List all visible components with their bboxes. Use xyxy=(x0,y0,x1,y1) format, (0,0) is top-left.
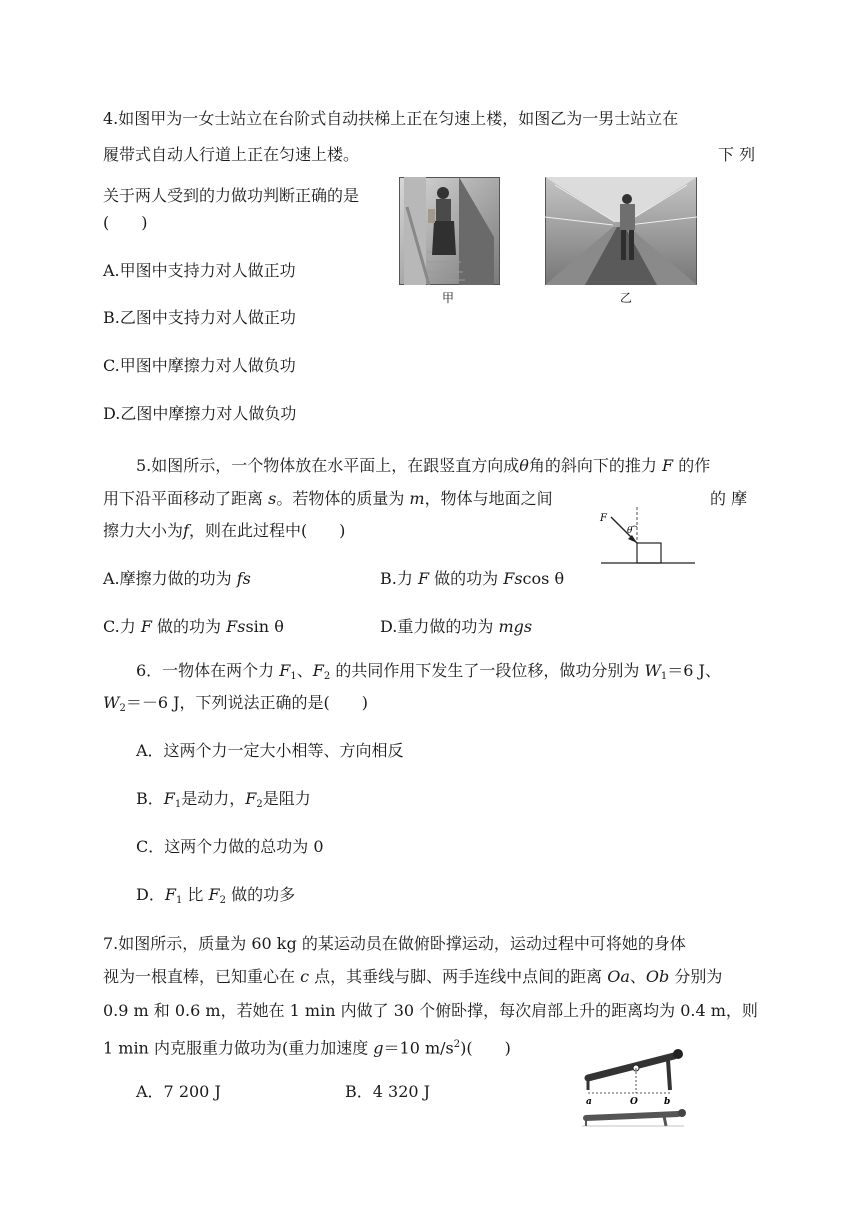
q7-line-3: 0.9 m 和 0.6 m，若她在 1 min 内做了 30 个俯卧撑，每次肩部上升的距离均为 0.4 m，则 xyxy=(103,1001,758,1020)
q6-f1: F xyxy=(279,661,291,680)
q5-line-2-mid: 。若物体的质量为 xyxy=(276,489,410,508)
q7-option-a: A．7 200 J xyxy=(136,1082,221,1101)
q6-option-b-f1: F xyxy=(163,789,175,808)
q5-line-2-suffix: ，物体与地面之间 xyxy=(424,489,553,508)
q5-option-b-text: B.力 xyxy=(380,569,418,588)
q5-var-m: m xyxy=(409,489,425,508)
q4-option-c: C.甲图中摩擦力对人做负功 xyxy=(103,356,296,375)
q6-option-d-mid: 比 xyxy=(182,885,209,904)
q5-line-1-suffix: 的作 xyxy=(673,456,711,475)
q6-option-d-f1: F xyxy=(164,885,176,904)
q6-option-d-end: 做的功多 xyxy=(226,885,296,904)
q5-option-c xyxy=(103,616,284,638)
q5-option-c-suffix: sin θ xyxy=(245,617,284,636)
q5-line-3-suffix: ，则在此过程中( ) xyxy=(188,521,346,540)
q7-line-2-end: 分别为 xyxy=(669,967,723,986)
q6-line-1-mid: 的共同作用下发生了一段位移，做功分别为 xyxy=(330,661,645,680)
q7-line-2-mid: 点，其垂线与脚、两手连线中点间的距离 xyxy=(309,967,608,986)
q5-option-a-var: fs xyxy=(236,569,251,588)
q7-var-ob: Ob xyxy=(645,967,670,986)
fig-label-o: O xyxy=(630,1097,638,1107)
q5-line-1-text: 5.如图所示，一个物体放在水平面上，在跟竖直方向成 xyxy=(136,456,520,475)
q7-sup-2: 2 xyxy=(453,1039,461,1050)
q6-option-c: C．这两个力做的总功为 0 xyxy=(136,837,324,856)
q5-option-d-var: mgs xyxy=(498,617,533,636)
q5-line-2-text: 用下沿平面移动了距离 xyxy=(103,489,269,508)
q6-w1: W xyxy=(644,661,661,680)
q6-line-2 xyxy=(103,692,368,720)
force-block-diagram xyxy=(595,505,697,567)
q7-line-2-text: 视为一根直棒，已知重心在 xyxy=(103,967,301,986)
q5-option-a-text: A.摩擦力做的功为 xyxy=(103,569,237,588)
q7-line-4-mid: ＝10 m/s xyxy=(383,1038,454,1058)
q6-line-1 xyxy=(136,660,721,688)
q5-var-friction: f xyxy=(183,521,189,540)
q5-var-s: s xyxy=(268,489,277,508)
caption-jia: 甲 xyxy=(442,291,455,305)
q6-sep: 、 xyxy=(296,661,313,680)
q6-option-a: A．这两个力一定大小相等、方向相反 xyxy=(136,741,404,760)
q5-option-b-suffix: cos θ xyxy=(522,569,565,588)
q4-line-1: 4.如图甲为一女士站立在台阶式自动扶梯上正在匀速上楼，如图乙为一男士站立在 xyxy=(103,109,679,128)
q5-option-a xyxy=(103,568,251,590)
fig-label-theta: θ xyxy=(627,526,633,536)
q6-line-2-text: ＝－6 J，下列说法正确的是( ) xyxy=(125,693,368,712)
q5-line-2-right: 的 摩 xyxy=(710,489,748,508)
q5-option-c-mid: 做的功为 xyxy=(151,617,227,636)
q6-option-b-label: B． xyxy=(136,789,164,808)
q4-line-2-right: 下 列 xyxy=(718,145,756,164)
q6-option-d-f2-sub: 2 xyxy=(219,895,226,906)
q6-w2-sub: 2 xyxy=(119,703,126,714)
q7-line-4-end: )( ) xyxy=(460,1038,511,1058)
fig-label-b: b xyxy=(664,1097,671,1107)
q6-line-1-text: 6．一物体在两个力 xyxy=(136,661,280,680)
q6-option-b xyxy=(136,788,311,816)
q5-option-b-var: Fs xyxy=(503,569,523,588)
q5-option-c-f: F xyxy=(140,617,152,636)
q5-option-b-mid: 做的功为 xyxy=(429,569,504,588)
q7-line-4 xyxy=(103,1034,511,1059)
q7-var-g: g xyxy=(373,1038,384,1058)
q5-line-2 xyxy=(103,488,553,510)
q5-option-b-f: F xyxy=(417,569,430,588)
q4-option-a: A.甲图中支持力对人做正功 xyxy=(103,261,296,280)
q6-option-b-f1-sub: 1 xyxy=(174,799,182,810)
q5-theta: θ xyxy=(519,456,529,475)
fig-label-f: F xyxy=(600,513,607,524)
q6-option-d-label: D． xyxy=(136,885,165,904)
q6-f1-sub: 1 xyxy=(290,671,297,682)
q5-option-b xyxy=(380,568,564,590)
q5-line-3-text: 擦力大小为 xyxy=(103,521,184,540)
q6-option-d-f2: F xyxy=(208,885,220,904)
q6-f2-sub: 2 xyxy=(323,671,331,682)
q6-w2: W xyxy=(103,693,120,712)
q6-w1-sub: 1 xyxy=(660,671,668,682)
q5-option-c-var: Fs xyxy=(226,617,246,636)
q4-answer-paren: ( ) xyxy=(103,213,148,232)
q5-option-d-text: D.重力做的功为 xyxy=(380,617,499,636)
caption-yi: 乙 xyxy=(620,291,633,305)
q6-option-b-f2: F xyxy=(245,789,257,808)
q5-line-1-mid: 角的斜向下的推力 xyxy=(528,456,663,475)
q7-line-4-text: 1 min 内克服重力做功为(重力加速度 xyxy=(103,1038,374,1058)
fig-label-a: a xyxy=(586,1097,592,1107)
q7-option-b: B．4 320 J xyxy=(345,1082,431,1101)
q7-var-oa: Oa xyxy=(607,967,630,986)
q5-line-3 xyxy=(103,520,345,542)
q6-option-b-f2-sub: 2 xyxy=(256,799,263,810)
q6-f2: F xyxy=(312,661,324,680)
q7-line-2 xyxy=(103,966,722,988)
q6-option-b-mid: 是动力， xyxy=(181,789,246,808)
q5-line-1 xyxy=(136,455,710,477)
escalator-photo xyxy=(399,177,500,285)
q7-line-1: 7.如图所示，质量为 60 kg 的某运动员在做俯卧撑运动，运动过程中可将她的身体 xyxy=(103,934,686,953)
q5-var-f: F xyxy=(662,456,674,475)
q6-line-1-end: ＝6 J、 xyxy=(667,661,721,680)
q5-option-d xyxy=(380,616,532,638)
q7-var-c: c xyxy=(300,967,310,986)
q4-option-b: B.乙图中支持力对人做正功 xyxy=(103,308,296,327)
q7-sep: 、 xyxy=(629,967,646,986)
pushup-figure xyxy=(580,1046,690,1134)
q6-option-b-end: 是阻力 xyxy=(262,789,311,808)
q6-option-d-f1-sub: 1 xyxy=(175,895,183,906)
moving-walkway-photo xyxy=(545,177,697,285)
q4-line-2: 履带式自动人行道上正在匀速上楼。 xyxy=(103,145,360,164)
q5-option-c-text: C.力 xyxy=(103,617,141,636)
q4-line-3: 关于两人受到的力做功判断正确的是 xyxy=(103,186,360,205)
q4-option-d: D.乙图中摩擦力对人做负功 xyxy=(103,404,297,423)
q6-option-d xyxy=(136,884,295,912)
